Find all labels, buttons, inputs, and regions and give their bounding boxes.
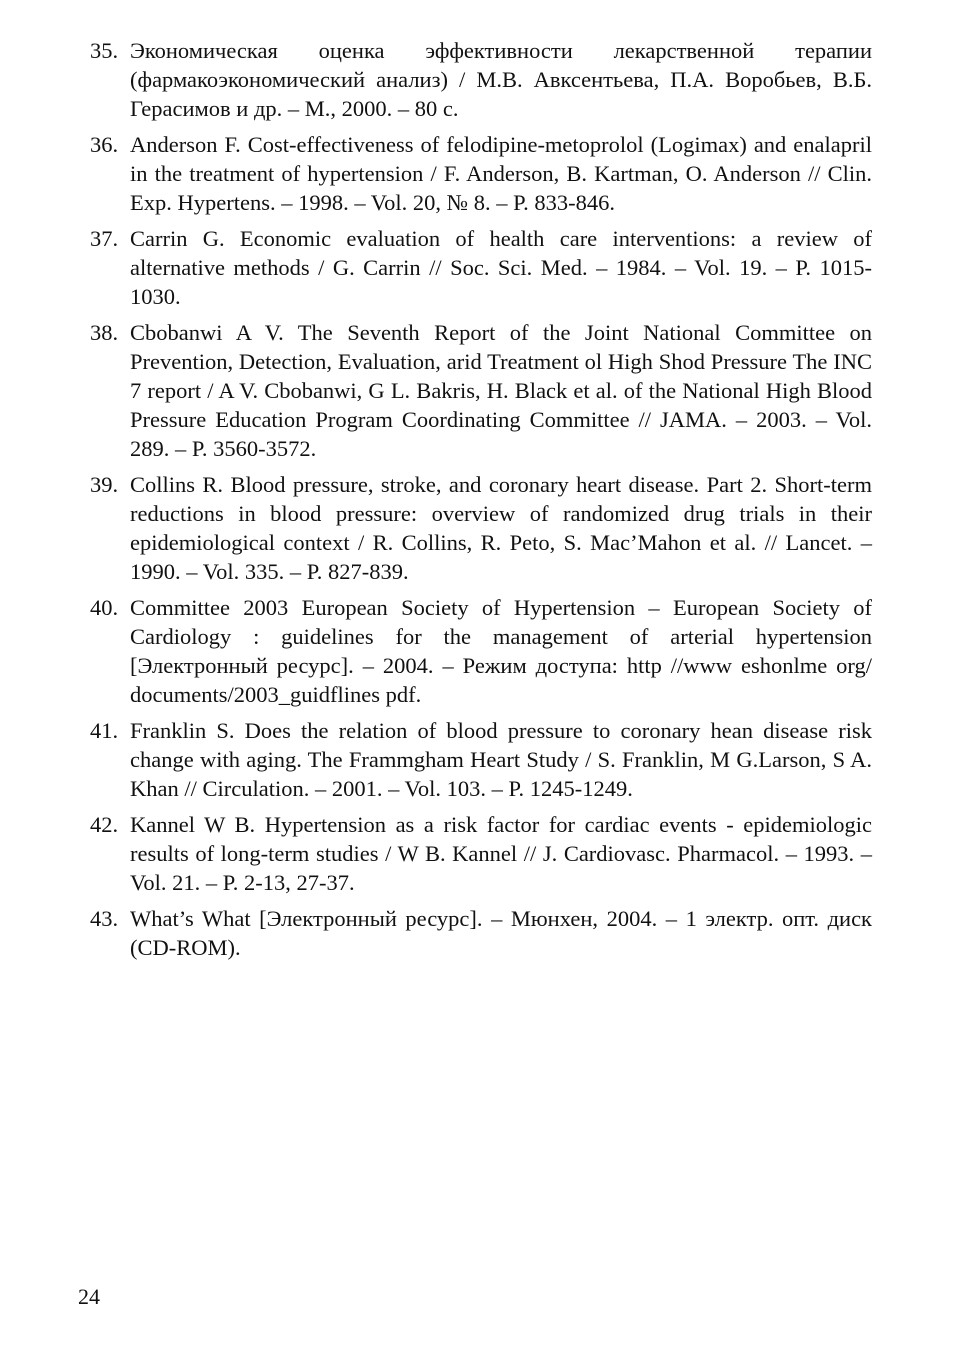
reference-text: Committee 2003 European Society of Hypertension – European Society of Cardiology : guidelines for the management of arterial hypertension [Электронный ресурс]. – 2004. – Режим доступа: http //www eshonlme org/ documents/2003_guidflines pdf. [130, 595, 872, 707]
reference-item [90, 716, 872, 803]
reference-item [90, 593, 872, 709]
reference-text: Cbobanwi A V. The Seventh Report of the Joint National Committee on Prevention, Detection, Evaluation, arid Treatment ol High Shod Pressure The INC 7 report / A V. Cbobanwi, G L. Bakris, H. Black et al. of the National High Blood Pressure Education Program Coordinating Committee // JAMA. – 2003. – Vol. 289. – P. 3560-3572. [130, 320, 872, 461]
reference-text: Anderson F. Cost-effectiveness of felodipine-metoprolol (Logimax) and enalapril in the treatment of hypertension / F. Anderson, B. Kartman, O. Anderson // Clin. Exp. Hypertens. – 1998. – Vol. 20, № 8. – P. 833-846. [130, 132, 872, 215]
reference-number: 41. [90, 718, 119, 743]
reference-item [90, 470, 872, 586]
reference-text: Kannel W B. Hypertension as a risk factor for cardiac events - epidemiologic results of long-term studies / W B. Kannel // J. Cardiovasc. Pharmacol. – 1993. – Vol. 21. – P. 2-13, 27-37. [130, 812, 872, 895]
reference-item [90, 224, 872, 311]
reference-number: 35. [90, 38, 119, 63]
reference-item [90, 904, 872, 962]
reference-list [90, 36, 872, 969]
reference-number: 40. [90, 595, 119, 620]
reference-text: Экономическая оценка эффективности лекарственной терапии (фармакоэкономический анализ) / М.В. Авксентьева, П.А. Воробьев, В.Б. Герасимов и др. – М., 2000. – 80 с. [130, 38, 872, 121]
reference-item [90, 318, 872, 463]
reference-number: 37. [90, 226, 119, 251]
reference-number: 39. [90, 472, 119, 497]
reference-number: 36. [90, 132, 119, 157]
page-number: 24 [78, 1284, 100, 1309]
reference-item [90, 36, 872, 123]
reference-text: Carrin G. Economic evaluation of health care interventions: a review of alternative methods / G. Carrin // Soc. Sci. Med. – 1984. – Vol. 19. – P. 1015-1030. [130, 226, 872, 309]
reference-item [90, 130, 872, 217]
reference-number: 42. [90, 812, 119, 837]
reference-item [90, 810, 872, 897]
reference-number: 43. [90, 906, 119, 931]
reference-text: What’s What [Электронный ресурс]. – Мюнхен, 2004. – 1 электр. опт. диск (CD-ROM). [130, 906, 872, 960]
reference-text: Franklin S. Does the relation of blood pressure to coronary hean disease risk change with aging. The Frammgham Heart Study / S. Franklin, M G.Larson, S A. Khan // Circulation. – 2001. – Vol. 103. – P. 1245-1249. [130, 718, 872, 801]
reference-text: Collins R. Blood pressure, stroke, and coronary heart disease. Part 2. Short-term reductions in blood pressure: overview of randomized drug trials in their epidemiological context / R. Collins, R. Peto, S. Mac’Mahon et al. // Lancet. – 1990. – Vol. 335. – P. 827-839. [130, 472, 872, 584]
reference-number: 38. [90, 320, 119, 345]
